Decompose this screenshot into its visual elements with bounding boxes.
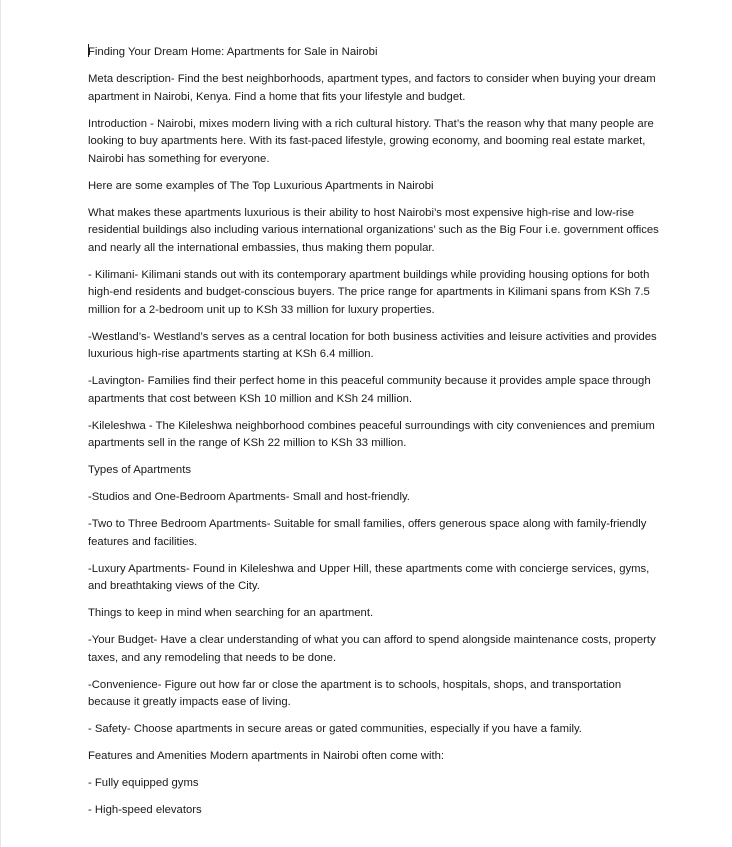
neighborhood-kilimani[interactable]: - Kilimani- Kilimani stands out with its contemporary apartment buildings while providing housing options for both high-end residents and budget-conscious buyers. The price range for apartments in Kilimani spans from KSh 7.5 million for a 2-bedroom unit up to KSh 33 million for luxury properties. [88, 268, 650, 316]
neighborhood-westlands[interactable]: -Westland’s- Westland’s serves as a central location for both business activities and leisure activities and provides luxurious high-rise apartments starting at KSh 6.4 million. [88, 330, 657, 360]
document-title-paragraph[interactable] [88, 44, 663, 62]
neighborhood-lavington[interactable]: -Lavington- Families find their perfect home in this peaceful community because it provides ample space through apartments that cost between KSh 10 million and KSh 24 million. [88, 375, 651, 405]
document-title: Finding Your Dream Home: Apartments for Sale in Nairobi [88, 46, 378, 58]
tip-budget[interactable]: -Your Budget- Have a clear understanding of what you can afford to spend alongside maintenance costs, property taxes, and any remodeling that needs to be done. [88, 634, 656, 664]
introduction-paragraph[interactable]: Introduction - Nairobi, mixes modern living with a rich cultural history. That’s the reason why that many people are looking to buy apartments here. With its fast-paced lifestyle, growing economy, and booming real estate market, Nairobi has something for everyone. [88, 117, 654, 165]
features-heading[interactable]: Features and Amenities Modern apartments in Nairobi often come with: [88, 750, 445, 762]
page-left-edge [0, 0, 1, 847]
examples-heading[interactable]: Here are some examples of The Top Luxurious Apartments in Nairobi [88, 179, 434, 192]
neighborhood-kileleshwa[interactable]: -Kileleshwa - The Kileleshwa neighborhood combines peaceful surroundings with city conveniences and premium apartments sell in the range of KSh 22 million to KSh 33 million. [88, 419, 655, 449]
document-page[interactable] [88, 44, 663, 829]
tip-convenience[interactable]: -Convenience- Figure out how far or close the apartment is to schools, hospitals, shops, and transportation because it greatly impacts ease of living. [88, 678, 622, 708]
meta-description[interactable]: Meta description- Find the best neighborhoods, apartment types, and factors to consider when buying your dream apartment in Nairobi, Kenya. Find a home that fits your lifestyle and budget. [88, 73, 656, 103]
types-heading[interactable]: Types of Apartments [88, 464, 191, 476]
feature-elevators[interactable]: - High-speed elevators [88, 804, 202, 816]
type-studios[interactable]: -Studios and One-Bedroom Apartments- Small and host-friendly. [88, 491, 410, 503]
tips-heading[interactable]: Things to keep in mind when searching for an apartment. [88, 607, 374, 619]
type-luxury[interactable]: -Luxury Apartments- Found in Kileleshwa and Upper Hill, these apartments come with concierge services, gyms, and breathtaking views of the City. [88, 562, 650, 592]
luxury-intro-paragraph[interactable]: What makes these apartments luxurious is their ability to host Nairobi’s most expensive high-rise and low-rise residential buildings also including various international organizations’ such as the Big Four i.e. government offices and nearly all the international embassies, thus making them popular. [88, 206, 659, 254]
feature-gyms[interactable]: - Fully equipped gyms [88, 777, 199, 789]
type-two-three-bedroom[interactable]: -Two to Three Bedroom Apartments- Suitable for small families, offers generous space along with family-friendly features and facilities. [88, 518, 647, 548]
tip-safety[interactable]: - Safety- Choose apartments in secure areas or gated communities, especially if you have a family. [88, 723, 582, 735]
